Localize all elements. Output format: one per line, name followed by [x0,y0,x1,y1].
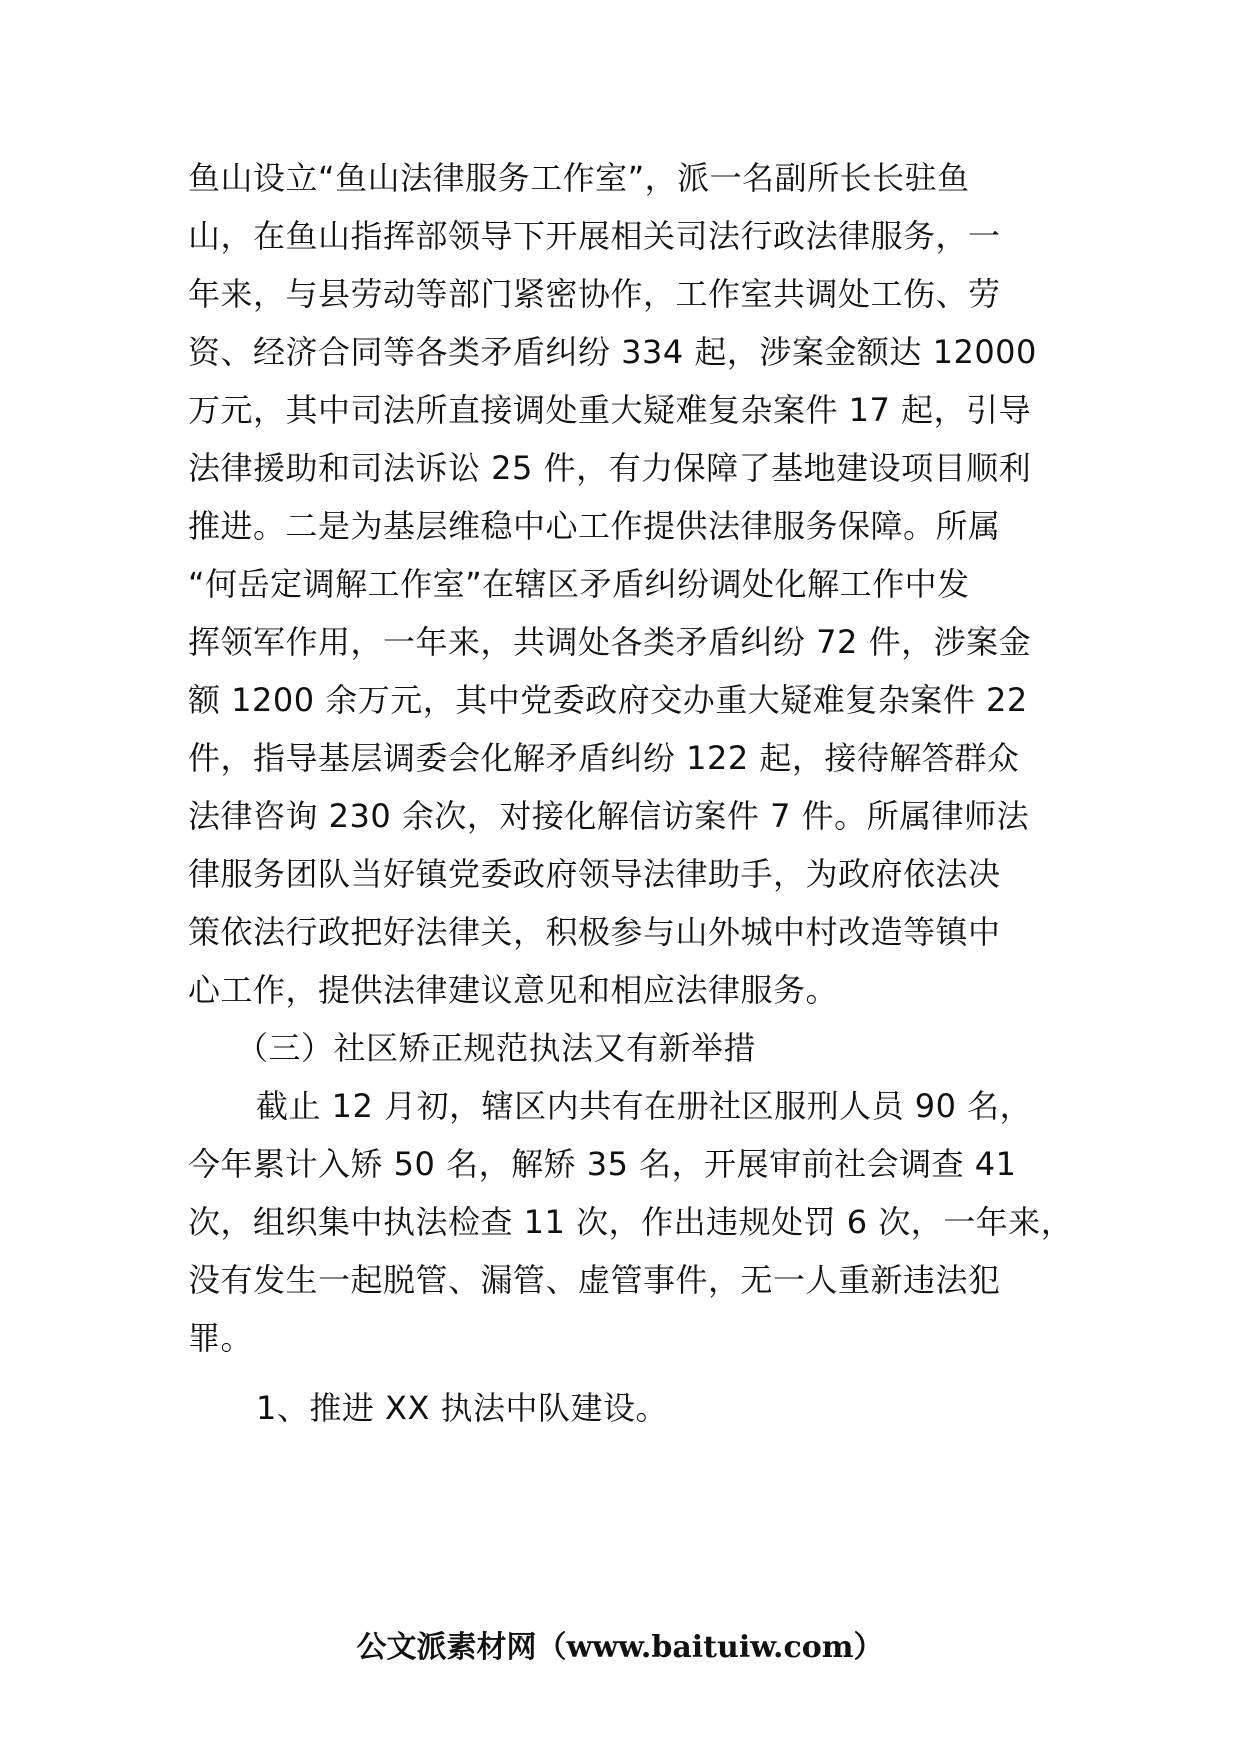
paragraph-line: 今年累计入矫 50 名，解矫 35 名，开展审前社会调查 41 [188,1145,1017,1183]
page-footer: 公文派素材网（www.baituiw.com） [356,1630,884,1665]
paragraph-line: 没有发生一起脱管、漏管、虚管事件，无一人重新违法犯 [188,1261,1001,1299]
paragraph-line: 罪。 [188,1319,254,1357]
paragraph-line: 推进。二是为基层维稳中心工作提供法律服务保障。所属 [188,507,1001,545]
paragraph-line: 万元，其中司法所直接调处重大疑难复杂案件 17 起，引导 [188,391,1032,429]
section-heading: （三）社区矫正规范执法又有新举措 [236,1029,757,1067]
paragraph-line: 律服务团队当好镇党委政府领导法律助手，为政府依法决 [188,855,1001,893]
paragraph-line: 心工作，提供法律建议意见和相应法律服务。 [188,971,839,1009]
paragraph-line: 截止 12 月初，辖区内共有在册社区服刑人员 90 名， [256,1087,1033,1125]
paragraph-line: 件，指导基层调委会化解矛盾纠纷 122 起，接待解答群众 [188,739,1020,777]
paragraph-line: 策依法行政把好法律关，积极参与山外城中村改造等镇中 [188,913,1001,951]
list-item: 1、推进 XX 执法中队建设。 [256,1389,669,1427]
paragraph-line: 次，组织集中执法检查 11 次，作出违规处罚 6 次，一年来， [188,1203,1074,1241]
paragraph-line: 资、经济合同等各类矛盾纠纷 334 起，涉案金额达 12000 [188,333,1037,371]
paragraph-line: 年来，与县劳动等部门紧密协作，工作室共调处工伤、劳 [188,275,1001,313]
paragraph-line: “何岳定调解工作室”在辖区矛盾纠纷调处化解工作中发 [188,565,970,603]
paragraph-line: 额 1200 余万元，其中党委政府交办重大疑难复杂案件 22 [188,681,1028,719]
paragraph-line: 法律援助和司法诉讼 25 件，有力保障了基地建设项目顺利 [188,449,1032,487]
paragraph-line: 法律咨询 230 余次，对接化解信访案件 7 件。所属律师法 [188,797,1030,835]
paragraph-line: 山，在鱼山指挥部领导下开展相关司法行政法律服务，一 [188,217,1001,255]
paragraph-line: 鱼山设立“鱼山法律服务工作室”，派一名副所长长驻鱼 [188,159,970,197]
paragraph-line: 挥领军作用，一年来，共调处各类矛盾纠纷 72 件，涉案金 [188,623,1032,661]
